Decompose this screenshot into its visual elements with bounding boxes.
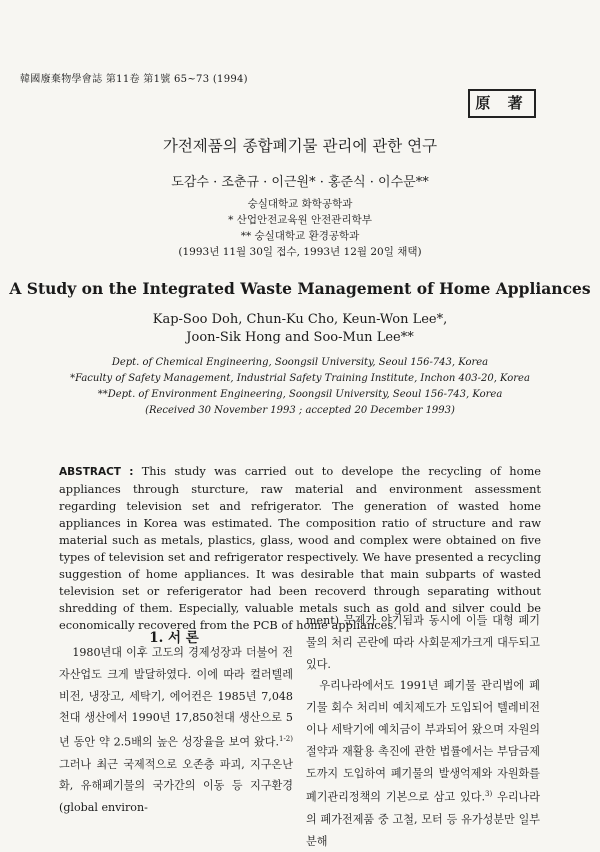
article-type-badge: 原 著 xyxy=(468,89,536,118)
citation: 1-2) xyxy=(278,735,293,744)
english-authors-line: Joon-Sik Hong and Soo-Mun Lee** xyxy=(186,330,414,345)
english-affiliation: **Dept. of Environment Engineering, Soongsil University, Seoul 156-743, Korea xyxy=(97,389,503,400)
english-affiliation: Dept. of Chemical Engineering, Soongsil University, Seoul 156-743, Korea xyxy=(111,357,489,368)
abstract-label: ABSTRACT : xyxy=(59,466,134,478)
right-column xyxy=(306,610,540,852)
received-dates-english: (Received 30 November 1993 ; accepted 20 December 1993) xyxy=(145,405,455,416)
left-text-continued: 그러나 최근 국제적으로 오존층 파괴, 지구온난화, 유해폐기물의 국가간의 이동 등 지구환경(global environ- xyxy=(59,757,293,815)
korean-affiliation: * 산업안전교육원 안전관리학부 xyxy=(228,214,372,226)
english-authors-line: Kap-Soo Doh, Chun-Ku Cho, Keun-Won Lee*, xyxy=(152,312,448,327)
right-text-continued: 우리나라의 폐가전제품 중 고철, 모터 등 유가성분만 일부 분해 xyxy=(306,791,540,848)
english-title: A Study on the Integrated Waste Management of Home Appliances xyxy=(9,279,591,298)
korean-affiliations xyxy=(0,196,600,260)
right-paragraph xyxy=(306,675,540,852)
received-dates-korean: (1993년 11월 30일 접수, 1993년 12월 20일 채택) xyxy=(178,246,422,258)
korean-affiliation: ** 숭실대학교 환경공학과 xyxy=(240,230,360,242)
left-paragraph xyxy=(59,642,293,819)
english-authors xyxy=(0,311,600,347)
english-affiliation: *Faculty of Safety Management, Industrial Safety Training Institute, Inchon 403-20, Korea xyxy=(70,373,530,384)
korean-title: 가전제품의 종합폐기물 관리에 관한 연구 xyxy=(162,137,438,155)
abstract-text: This study was carried out to develope the recycling of home appliances through sturcture, raw material and environment assessment regarding television set and refrigerator. The generation of wasted home appliances in Korea was estimated. The composition ratio of structure and raw material such as metals, plastics, glass, wood and complex were obtained on five types of television set and refrigerator respectively. We have presented a recycling suggestion of home appliances. It was desirable that main subparts of wasted television set or referigerator had been recoverd through separating without shredding of them. Especially, valuable metals such as gold and silver could be economically recovered from the PCB of home appliances. xyxy=(59,464,542,632)
left-text: 1980년대 이후 고도의 경제성장과 더불어 전자산업도 크게 발달하였다. 이에 따라 컬러텔레비전, 냉장고, 세탁기, 에어컨은 1985년 7,048천대 생산에서 1990년 17,850천대 생산으로 5년 동안 약 2.5배의 높은 성장율을 보여 왔다. xyxy=(59,646,293,749)
left-column xyxy=(59,642,293,819)
abstract xyxy=(59,463,541,634)
korean-authors: 도감수 · 조춘규 · 이근원* · 홍준식 · 이수문** xyxy=(171,175,429,190)
korean-affiliation: 숭실대학교 화학공학과 xyxy=(247,198,353,210)
english-affiliations xyxy=(0,355,600,419)
citation: 3) xyxy=(485,790,493,799)
right-text: 우리나라에서도 1991년 폐기물 관리법에 폐기물 회수 처리비 예치제도가 도입되어 텔레비전이나 세탁기에 예치금이 부과되어 왔으며 자원의 절약과 재활용 촉진에 관한 법률에서는 부담금제도까지 도입하여 폐기물의 발생억제와 자원화를 폐기관리정책의 기본으로 삼고 있다. xyxy=(306,679,540,805)
section-heading: 1. 서 론 xyxy=(149,630,199,646)
right-paragraph: ment) 문제가 야기됨과 동시에 이들 대형 폐기물의 처리 곤란에 따라 사회문제가크게 대두되고 있다. xyxy=(306,614,540,671)
journal-header: 韓國廢棄物學會誌 第11卷 第1號 65~73 (1994) xyxy=(20,74,248,85)
